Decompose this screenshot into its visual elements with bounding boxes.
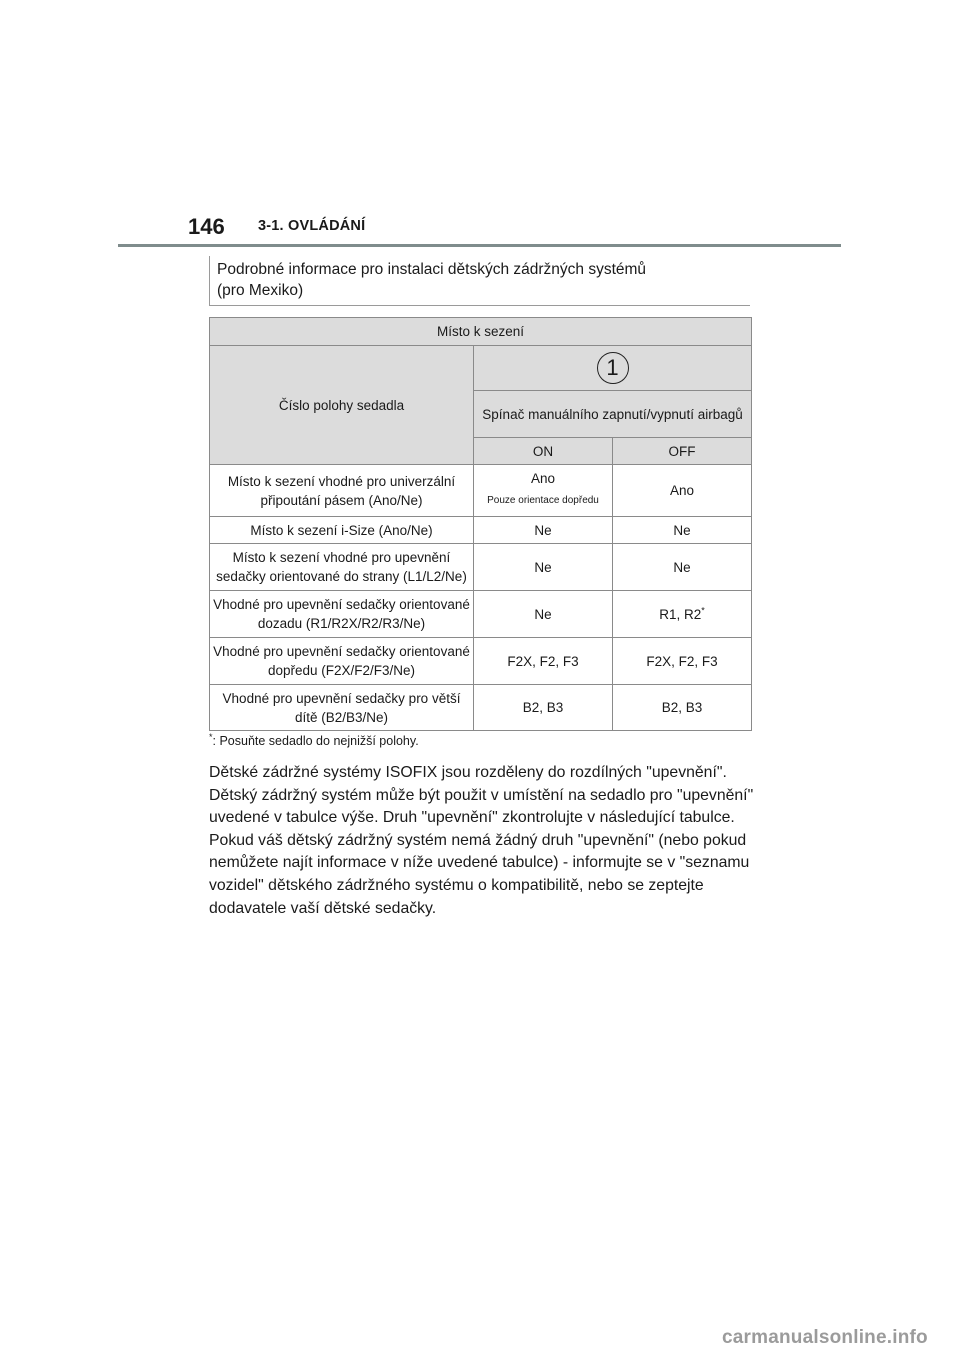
row-label: Místo k sezení vhodné pro univerzální připoutání pásem (Ano/Ne) xyxy=(210,465,474,517)
col-off-header: OFF xyxy=(613,438,752,465)
seating-position-table xyxy=(209,317,752,731)
footnote-mark: * xyxy=(701,605,705,615)
row-off-value: Ne xyxy=(613,517,752,544)
body-paragraph: Dětské zádržné systémy ISOFIX jsou rozděleny do rozdílných "upevnění". Dětský zádržný systém může být použit v umístění na sedadlo pro "upevnění" uvedené v tabulce výše. Druh "upevnění" zkontrolujte v následující tabulce. Pokud váš dětský zádržný systém nemá žádný druh "upevnění" (nebo pokud nemůžete najít informace v níže uvedené tabulce) - informujte se v "seznamu vozidel" dětského zádržného systému o kompatibilitě, nebo se zeptejte dodavatele vaší dětské sedačky. xyxy=(209,764,754,917)
row-on-value: B2, B3 xyxy=(474,685,613,731)
page-number: 146 xyxy=(188,214,225,239)
row-on-value: F2X, F2, F3 xyxy=(474,638,613,685)
intro-text xyxy=(217,259,737,301)
row-label: Vhodné pro upevnění sedačky orientované dopředu (F2X/F2/F3/Ne) xyxy=(210,638,474,685)
row-off-value: Ne xyxy=(613,544,752,591)
seat-header-cell: Místo k sezení xyxy=(210,318,752,346)
row-off-value: R1, R2 xyxy=(659,606,702,622)
row-off-value: Ano xyxy=(613,465,752,517)
row-off-value: B2, B3 xyxy=(613,685,752,731)
row-on-value: Ne xyxy=(474,544,613,591)
row-on-value: Ano xyxy=(530,471,556,486)
row-on-cell xyxy=(474,465,613,517)
row-label: Vhodné pro upevnění sedačky pro větší dítě (B2/B3/Ne) xyxy=(210,685,474,731)
row-on-note: Pouze orientace dopředu xyxy=(487,495,599,506)
header-divider xyxy=(118,244,841,247)
row-off-value: F2X, F2, F3 xyxy=(613,638,752,685)
footnote-text: : Posuňte sedadlo do nejnižší polohy. xyxy=(212,734,419,748)
row-off-cell xyxy=(613,591,752,638)
intro-line-2: (pro Mexiko) xyxy=(217,282,304,299)
intro-box xyxy=(209,256,750,306)
col-on-header: ON xyxy=(474,438,613,465)
row-on-value: Ne xyxy=(474,591,613,638)
row-label: Vhodné pro upevnění sedačky orientované dozadu (R1/R2X/R2/R3/Ne) xyxy=(210,591,474,638)
footnote xyxy=(209,731,419,748)
position-number-cell xyxy=(474,346,752,391)
row-label: Místo k sezení vhodné pro upevnění sedačky orientované do strany (L1/L2/Ne) xyxy=(210,544,474,591)
section-title: 3-1. OVLÁDÁNÍ xyxy=(258,218,366,234)
position-label-cell: Číslo polohy sedadla xyxy=(210,346,474,465)
footnote-mark: * xyxy=(209,731,213,742)
airbag-switch-cell: Spínač manuálního zapnutí/vypnutí airbagů xyxy=(474,391,752,438)
row-on-value: Ne xyxy=(474,517,613,544)
intro-line-1: Podrobné informace pro instalaci dětských zádržných systémů xyxy=(217,261,647,278)
position-number-circle: 1 xyxy=(597,352,629,384)
row-label: Místo k sezení i-Size (Ano/Ne) xyxy=(210,517,474,544)
watermark: carmanualsonline.info xyxy=(722,1327,928,1348)
